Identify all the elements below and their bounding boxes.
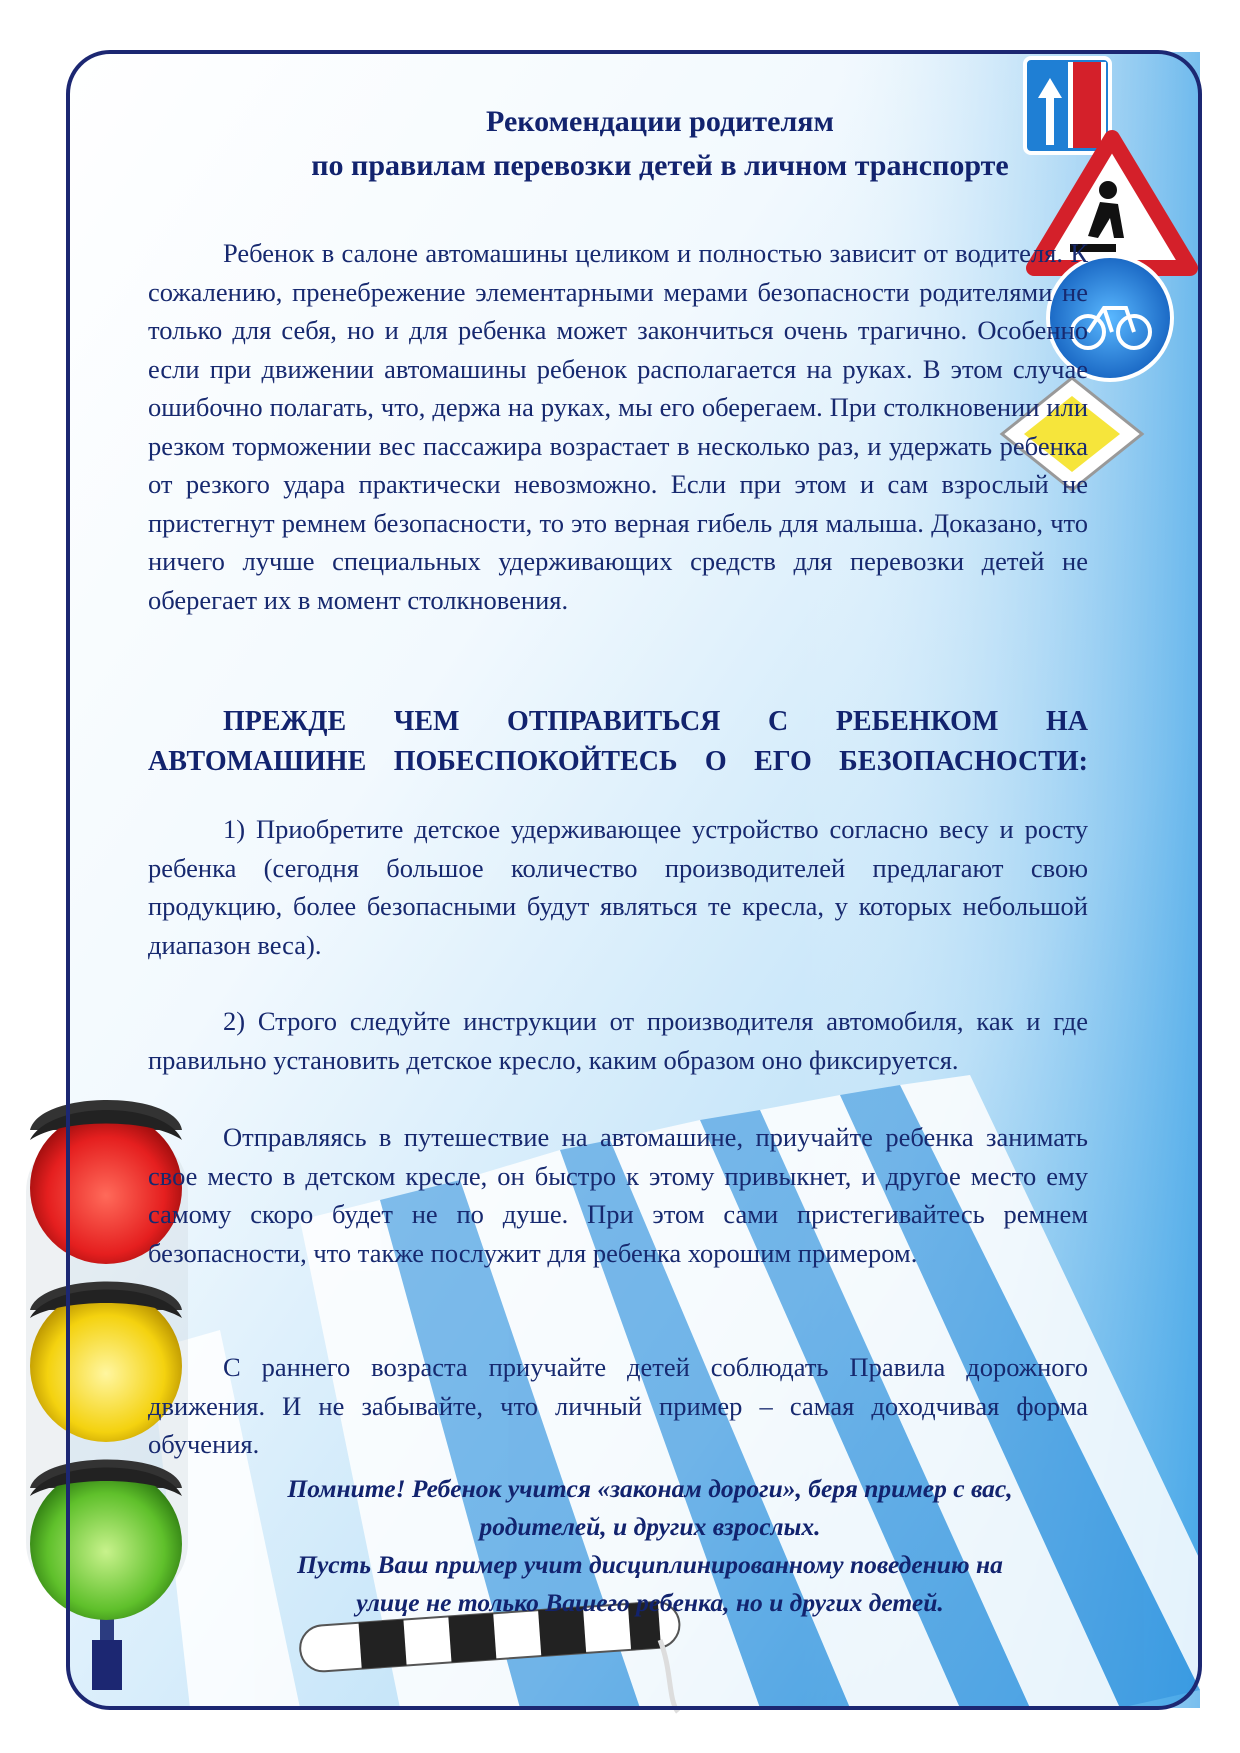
page-subtitle: по правилам перевозки детей в личном транспорте <box>311 149 1009 182</box>
recommendation-item: 1) Приобретите детское удерживающее устройство согласно весу и росту ребенка (сегодня большое количество производителей предлагают свою продукцию, более безопасными будут являться те кресла, у которых небольшой диапазон веса). <box>148 814 1088 960</box>
safety-heading: ПРЕЖДЕ ЧЕМ ОТПРАВИТЬСЯ С РЕБЕНКОМ НА АВТОМАШИНЕ ПОБЕСПОКОЙТЕСЬ О ЕГО БЕЗОПАСНОСТИ: <box>148 706 1088 777</box>
closing-quote-line: улице не только Вашего ребенка, но и других детей. <box>356 1588 944 1617</box>
page-title: Рекомендации родителям <box>486 105 834 138</box>
early-age-paragraph: С раннего возраста приучайте детей соблюдать Правила дорожного движения. И не забывайте, что личный пример – самая доходчивая форма обучения. <box>148 1352 1088 1459</box>
recommendation-item: 2) Строго следуйте инструкции от производителя автомобиля, как и где правильно установить детское кресло, каким образом оно фиксируется. <box>148 1006 1088 1075</box>
closing-quote-line: родителей, и других взрослых. <box>479 1512 821 1541</box>
closing-quote-line: Помните! Ребенок учится «законам дороги», беря пример с вас, <box>287 1474 1013 1503</box>
travel-paragraph: Отправляясь в путешествие на автомашине, приучайте ребенка занимать свое место в детском кресле, он быстро к этому привыкнет, и другое место ему самому скоро будет не по душе. При этом сами пристегивайтесь ремнем безопасности, что также послужит для ребенка хорошим примером. <box>148 1122 1088 1268</box>
intro-paragraph: Ребенок в салоне автомашины целиком и полностью зависит от водителя. К сожалению, пренебрежение элементарными мерами безопасности родителями не только для себя, но и для ребенка может закончиться очень трагично. Особенно если при движении автомашины ребенок располагается на руках. В этом случае ошибочно полагать, что, держа на руках, мы его оберегаем. При столкновении или резком торможении вес пассажира возрастает в несколько раз, и удержать ребенка от резкого удара практически невозможно. Если при этом и сам взрослый не пристегнут ремнем безопасности, то это верная гибель для малыша. Доказано, что ничего лучше специальных удерживающих средств для перевозки детей не оберегает их в момент столкновения. <box>148 238 1088 615</box>
closing-quote-line: Пусть Ваш пример учит дисциплинированному поведению на <box>297 1550 1003 1579</box>
